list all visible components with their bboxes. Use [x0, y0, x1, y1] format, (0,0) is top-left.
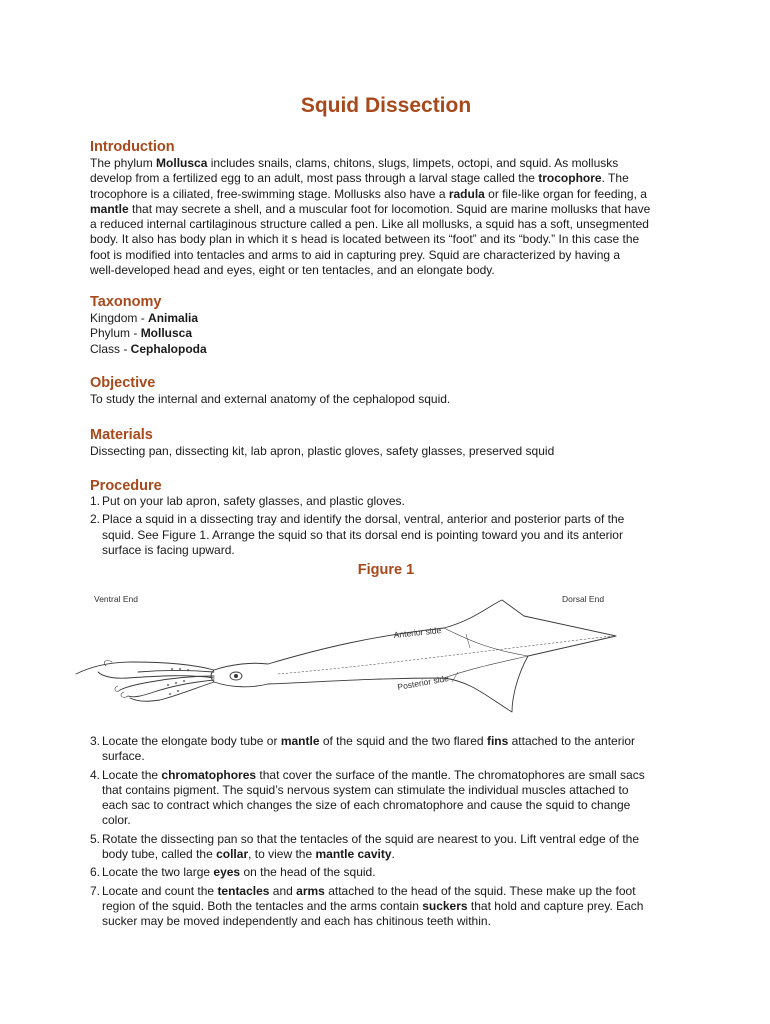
text-run: trocophore is a ciliated, free-swimming stage. Mollusks also have a: [90, 186, 449, 201]
step-number: 1.: [90, 494, 101, 508]
introduction-heading: Introduction: [90, 139, 175, 155]
step-number: 3.: [90, 734, 101, 748]
bold-term: fins: [486, 734, 509, 748]
text-run: a reduced internal cartilaginous structure called a pen. Like all mollusks, a squid has a soft, unsegmented: [90, 217, 649, 232]
text-run: Place a squid in a dissecting tray and identify the dorsal, ventral, anterior and posterior parts of the: [102, 512, 625, 527]
procedure-steps-1: [90, 494, 682, 558]
text-run: that contains pigment. The squid’s nervous system can stimulate the individual muscles attached to: [102, 782, 629, 797]
step-number: 7.: [90, 883, 101, 898]
procedure-step: [90, 512, 682, 558]
bold-term: mantle: [280, 734, 320, 748]
text-run: that may secrete a shell, and a muscular foot for locomotion. Squid are marine mollusks that have: [128, 201, 651, 216]
figure-title: Figure 1: [357, 562, 415, 578]
objective-heading: Objective: [90, 375, 156, 391]
text-run: on the head of the squid.: [240, 865, 376, 880]
text-line: [90, 392, 682, 407]
bold-term: Cephalopoda: [130, 341, 207, 356]
text-run: To study the internal and external anatomy of the cephalopod squid.: [90, 392, 451, 406]
text-run: Locate and count the: [102, 883, 218, 898]
text-line: [90, 187, 682, 202]
text-line: [90, 156, 682, 171]
procedure-step: [90, 768, 682, 829]
text-run: sucker may be moved independently and each has chitinous teeth within.: [102, 914, 491, 929]
bold-term: eyes: [213, 865, 241, 880]
text-run: Locate the elongate body tube or: [102, 734, 281, 748]
text-run: surface is facing upward.: [102, 542, 235, 557]
procedure-steps-2: [90, 734, 682, 930]
bold-term: tentacles: [217, 883, 270, 898]
procedure-step: [90, 884, 682, 930]
text-run: The phylum: [90, 156, 157, 170]
procedure-step: [90, 734, 682, 765]
step-line: [102, 813, 682, 828]
bold-term: mantle: [90, 201, 129, 216]
text-run: body. It also has body plan in which it s head is located between its “foot” and its “body.” In this case the: [90, 232, 640, 247]
text-run: develop from a fertilized egg to an adult, most pass through a larval stage called the: [90, 171, 539, 186]
bold-term: Mollusca: [156, 156, 208, 170]
step-line: [102, 884, 682, 899]
bold-term: mantle cavity: [315, 847, 392, 862]
introduction-paragraph: [90, 156, 682, 278]
text-run: .: [391, 847, 395, 862]
text-line: [90, 202, 682, 217]
text-run: Dissecting pan, dissecting kit, lab apron, plastic gloves, safety glasses, preserved squid: [90, 444, 555, 458]
text-run: foot is modified into tentacles and arms to aid in capturing prey. Squid are characterized by having a: [90, 247, 621, 262]
procedure-step: [90, 832, 682, 863]
step-line: [102, 865, 682, 880]
text-run: of the squid and the two flared: [319, 734, 487, 748]
text-line: [90, 217, 682, 232]
step-number: 6.: [90, 865, 101, 880]
step-line: [102, 528, 682, 543]
text-run: Locate the two large: [102, 865, 214, 880]
step-line: [102, 768, 682, 783]
text-run: or file-like organ for feeding, a: [484, 186, 647, 201]
page-title: Squid Dissection: [300, 94, 472, 117]
text-run: surface.: [102, 749, 145, 764]
squid-figure: [72, 578, 620, 730]
text-run: squid. See Figure 1. Arrange the squid so that its dorsal end is pointing toward you and its anterior: [102, 527, 623, 542]
text-run: Locate the: [102, 767, 162, 782]
text-run: body tube, called the: [102, 847, 217, 862]
posterior-side-label: Posterior side: [396, 673, 450, 692]
text-run: Class -: [90, 341, 131, 356]
step-line: [102, 494, 682, 509]
ventral-end-label: Ventral End: [94, 594, 138, 604]
bold-term: chromatophores: [161, 767, 257, 782]
text-run: and: [269, 883, 297, 898]
text-run: that cover the surface of the mantle. The chromatophores are small sacs: [256, 767, 645, 782]
anterior-side-label: Anterior side: [393, 625, 442, 640]
procedure-step: [90, 494, 682, 509]
text-run: attached to the head of the squid. These make up the foot: [324, 883, 636, 898]
text-line: [90, 171, 682, 186]
step-line: [102, 783, 682, 798]
step-line: [102, 914, 682, 929]
text-run: that hold and capture prey. Each: [467, 898, 644, 913]
step-line: [102, 899, 682, 914]
text-run: region of the squid. Both the tentacles and the arms contain: [102, 898, 423, 913]
materials-text: [90, 444, 682, 459]
procedure-step: [90, 865, 682, 880]
text-run: Phylum -: [90, 326, 141, 341]
text-run: Kingdom -: [90, 311, 149, 325]
text-line: [90, 263, 682, 278]
objective-text: [90, 392, 682, 407]
text-line: [90, 326, 682, 341]
text-run: , to view the: [248, 847, 316, 862]
step-line: [102, 543, 682, 558]
materials-heading: Materials: [90, 427, 153, 443]
step-line: [102, 798, 682, 813]
taxonomy-heading: Taxonomy: [90, 294, 162, 310]
text-line: [90, 342, 682, 357]
text-run: well-developed head and eyes, eight or ten tentacles, and an elongate body.: [90, 263, 495, 278]
step-number: 4.: [90, 767, 101, 782]
step-number: 2.: [90, 512, 101, 527]
text-run: . The: [601, 171, 629, 186]
text-run: attached to the anterior: [508, 734, 636, 748]
text-run: Put on your lab apron, safety glasses, and plastic gloves.: [102, 494, 405, 508]
step-line: [102, 847, 682, 862]
bold-term: trocophore: [538, 171, 602, 186]
squid-mantle-outline: [268, 600, 616, 712]
text-run: Rotate the dissecting pan so that the tentacles of the squid are nearest to you. Lift ventral edge of the: [102, 831, 640, 846]
text-run: color.: [102, 813, 131, 828]
squid-head-outline: [211, 663, 268, 687]
step-line: [102, 749, 682, 764]
step-number: 5.: [90, 831, 101, 846]
text-run: includes snails, clams, chitons, slugs, limpets, octopi, and squid. As mollusks: [207, 156, 619, 170]
text-line: [90, 232, 682, 247]
step-line: [102, 832, 682, 847]
bold-term: collar: [216, 847, 249, 862]
bold-term: radula: [448, 186, 485, 201]
squid-illustration: [72, 578, 620, 730]
step-line: [102, 512, 682, 527]
bold-term: Mollusca: [140, 326, 193, 341]
step-line: [102, 734, 682, 749]
dorsal-end-label: Dorsal End: [562, 594, 605, 604]
text-run: each sac to contract which changes the size of each chromatophore and cause the squid to change: [102, 798, 631, 813]
bold-term: suckers: [422, 898, 468, 913]
text-line: [90, 248, 682, 263]
taxonomy-list: [90, 311, 682, 357]
procedure-heading: Procedure: [90, 478, 162, 494]
text-line: [90, 311, 682, 326]
bold-term: arms: [296, 883, 325, 898]
bold-term: Animalia: [148, 311, 199, 325]
text-line: [90, 444, 682, 459]
